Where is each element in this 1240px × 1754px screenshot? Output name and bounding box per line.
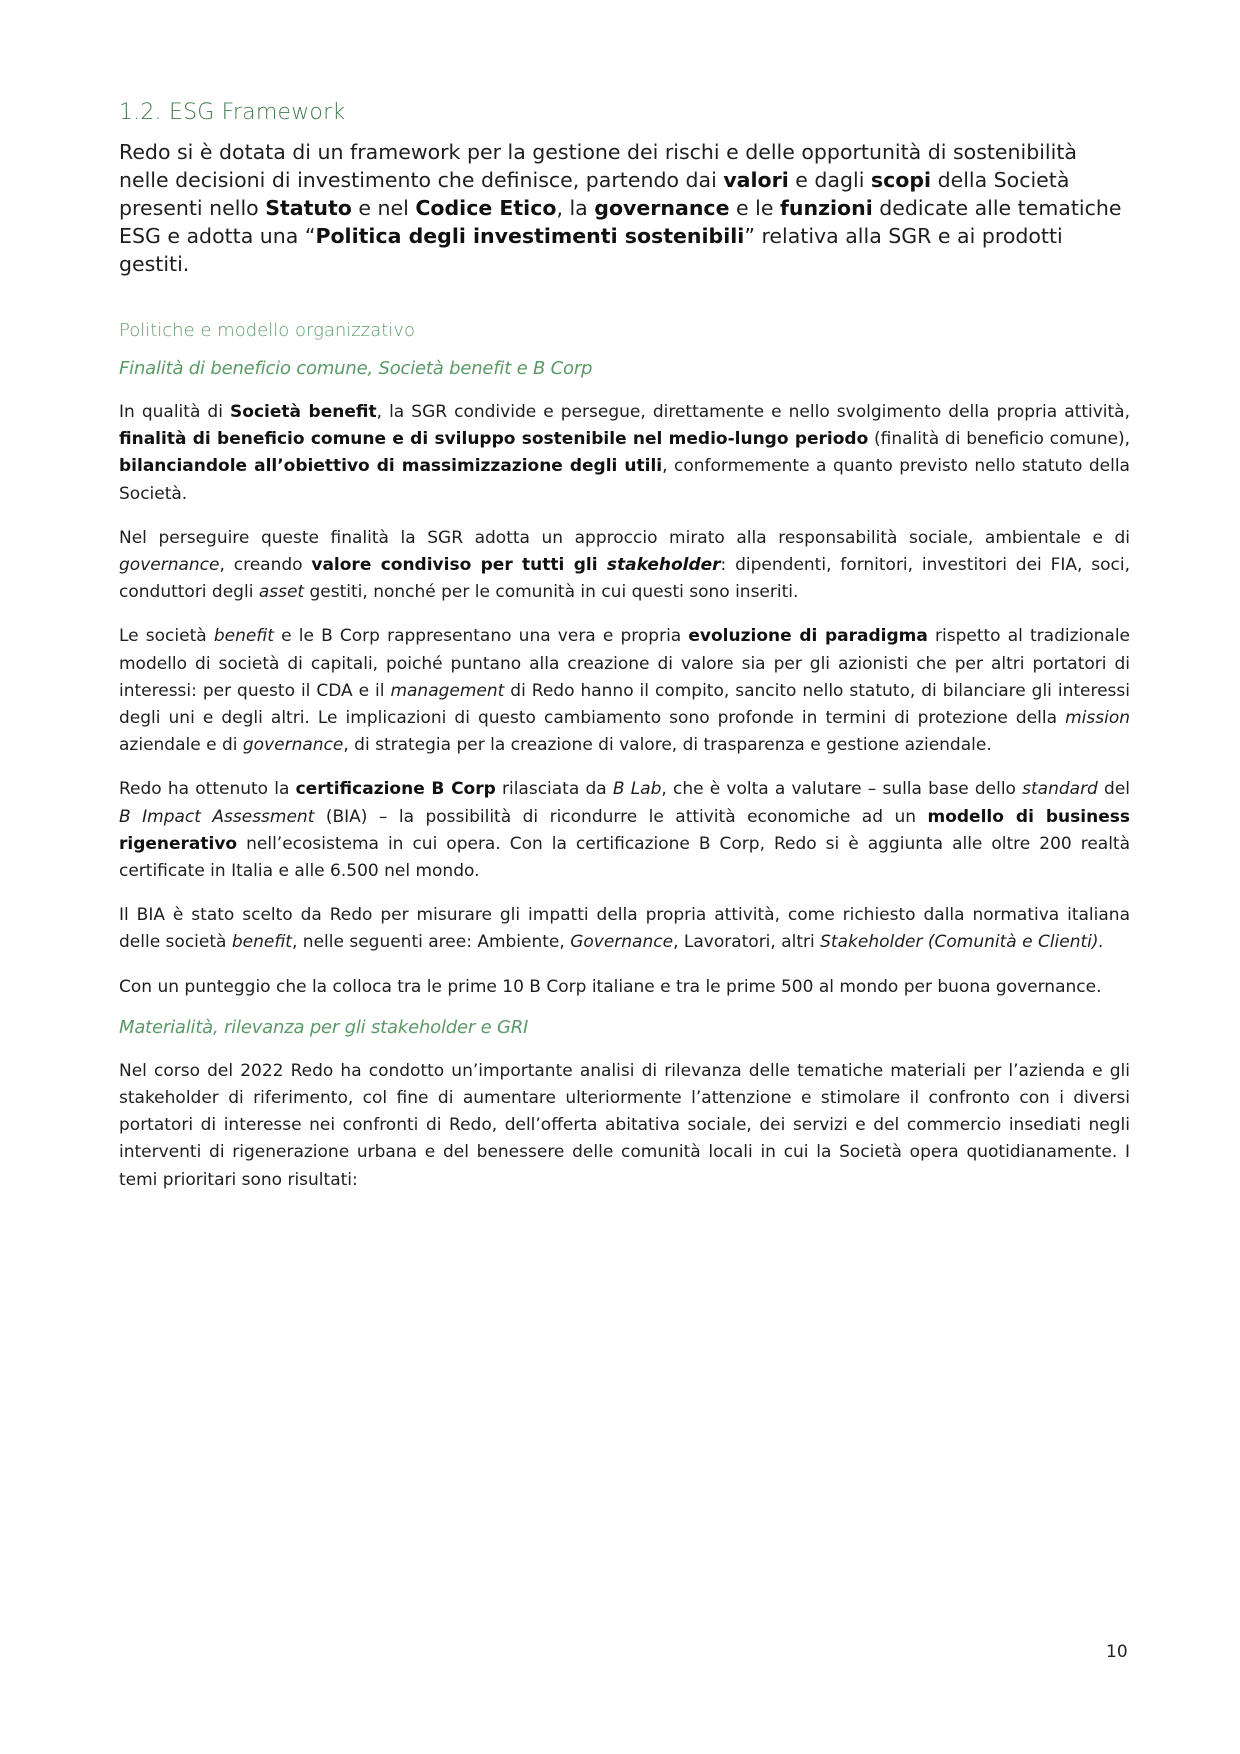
bold-text: Codice Etico <box>415 196 557 220</box>
subsection-title: Politiche e modello organizzativo <box>119 320 415 341</box>
bold-text: stakeholder <box>606 555 721 576</box>
bold-text: funzioni <box>779 196 873 220</box>
bold-text: valori <box>723 168 789 192</box>
paragraph: Con un punteggio che la colloca tra le prime 10 B Corp italiane e tra le prime 500 al mondo per buona governance. <box>119 976 1102 997</box>
italic-text: asset <box>258 582 305 603</box>
intro-paragraph: Redo si è dotata di un framework per la gestione dei rischi e delle opportunità di sostenibilità nelle decisioni di investimento che definisce, partendo dai valori e dagli scopi della Società presenti nello Statuto e nel Codice Etico, la governance e le funzioni dedicate alle tematiche ESG e adotta una “Politica degli investimenti sostenibili” relativa alla SGR e ai prodotti gestiti. <box>119 140 1122 276</box>
bold-text: scopi <box>870 168 932 192</box>
italic-text: management <box>390 680 505 701</box>
italic-text: mission <box>1065 708 1130 729</box>
bold-text: certificazione B Corp <box>295 779 496 800</box>
italic-text: B Impact Assessment <box>119 806 315 827</box>
paragraph: Il BIA è stato scelto da Redo per misurare gli impatti della propria attività, come richiesto dalla normativa italiana delle società benefit, nelle seguenti aree: Ambiente, Governance, Lavoratori, altri Stakeholder (Comunità e Clienti). <box>119 905 1130 953</box>
italic-text: governance <box>242 735 344 756</box>
bold-text: valore condiviso per tutti gli <box>311 555 607 576</box>
italic-text: standard <box>1022 779 1098 800</box>
heading-benefit: Finalità di beneficio comune, Società benefit e B Corp <box>119 358 593 379</box>
section-title: 1.2. ESG Framework <box>119 100 346 125</box>
heading-materiality: Materialità, rilevanza per gli stakeholder e GRI <box>119 1016 529 1038</box>
bold-text: modello di business rigenerativo <box>119 806 1130 854</box>
bold-text: Statuto <box>265 196 352 220</box>
italic-text: benefit <box>231 932 292 953</box>
paragraph: Nel perseguire queste finalità la SGR adotta un approccio mirato alla responsabilità sociale, ambientale e di governance, creando valore condiviso per tutti gli stakeholder: dipendenti, fornitori, investitori dei FIA, soci, conduttori degli asset gestiti, nonché per le comunità in cui questi sono inseriti. <box>119 527 1130 603</box>
bold-text: finalità di beneficio comune e di sviluppo sostenibile nel medio-lungo periodo <box>119 429 869 450</box>
paragraph: Redo ha ottenuto la certificazione B Corp rilasciata da B Lab, che è volta a valutare – sulla base dello standard del B Impact Assessment (BIA) – la possibilità di ricondurre le attività economiche ad un modello di business rigenerativo nell’ecosistema in cui opera. Con la certificazione B Corp, Redo si è aggiunta alle oltre 200 realtà certificate in Italia e alle 6.500 nel mondo. <box>119 779 1131 882</box>
bold-text: evoluzione di paradigma <box>688 626 928 647</box>
bold-text: bilanciandole all’obiettivo di massimizzazione degli utili <box>119 456 663 477</box>
italic-text: Governance <box>570 932 674 953</box>
paragraph: Le società benefit e le B Corp rappresentano una vera e propria evoluzione di paradigma rispetto al tradizionale modello di società di capitali, poiché puntano alla creazione di valore sia per gli azionisti che per altri portatori di interessi: per questo il CDA e il management di Redo hanno il compito, sancito nello statuto, di bilanciare gli interessi degli uni e degli altri. Le implicazioni di questo cambiamento sono profonde in termini di protezione della mission aziendale e di governance, di strategia per la creazione di valore, di trasparenza e gestione aziendale. <box>119 626 1131 756</box>
paragraph: In qualità di Società benefit, la SGR condivide e persegue, direttamente e nello svolgimento della propria attività, finalità di beneficio comune e di sviluppo sostenibile nel medio-lungo periodo (finalità di beneficio comune), bilanciandole all’obiettivo di massimizzazione degli utili, conformemente a quanto previsto nello statuto della Società. <box>119 402 1130 504</box>
paragraph: Nel corso del 2022 Redo ha condotto un’importante analisi di rilevanza delle tematiche materiali per l’azienda e gli stakeholder di riferimento, col fine di aumentare ulteriormente l’attenzione e stimolare il confronto con i diversi portatori di interesse nei confronti di Redo, dell’offerta abitativa sociale, dei servizi e del commercio insediati negli interventi di rigenerazione urbana e del benessere delle comunità locali in cui la Società opera quotidianamente. I temi prioritari sono risultati: <box>119 1060 1130 1190</box>
bold-text: Società benefit <box>230 402 377 422</box>
page-number: 10 <box>1106 1642 1128 1662</box>
italic-text: governance <box>119 555 220 576</box>
italic-text: benefit <box>213 626 274 647</box>
document-page <box>119 96 1130 1194</box>
bold-text: Politica degli investimenti sostenibili <box>315 224 745 248</box>
italic-text: B Lab <box>612 779 662 800</box>
bold-text: governance <box>594 196 730 220</box>
italic-text: Stakeholder (Comunità e Clienti). <box>820 932 1104 953</box>
